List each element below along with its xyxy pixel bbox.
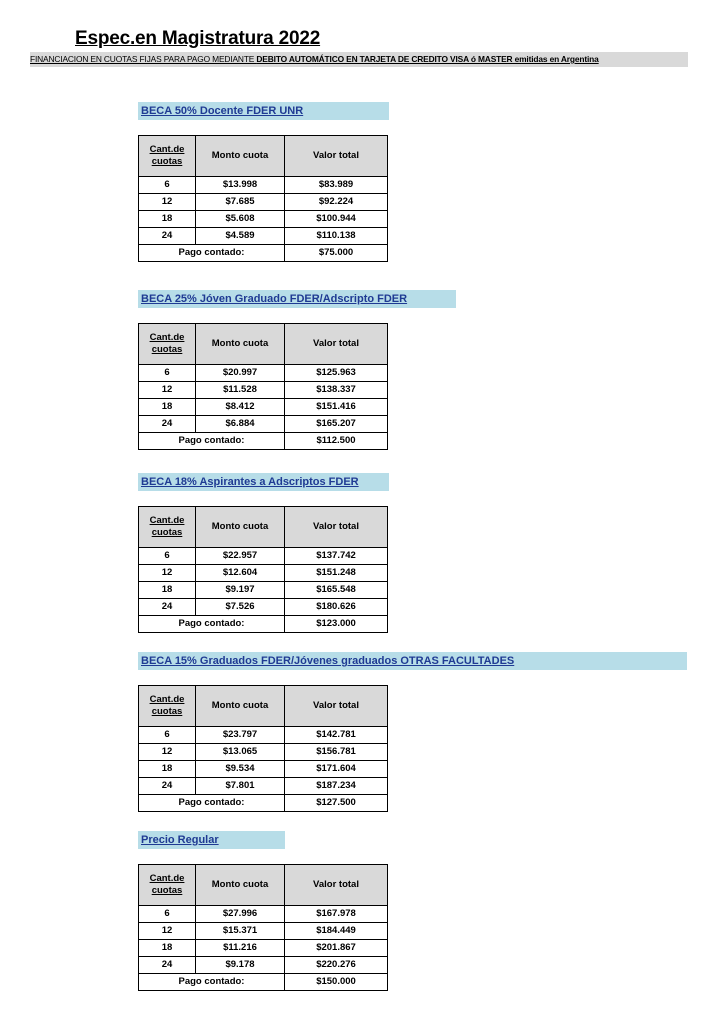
financing-table [138,864,388,991]
cell-total: $171.604 [285,761,388,778]
section-beca-50 [138,102,389,262]
header-monto-cuota: Monto cuota [196,324,285,365]
table-row [139,565,388,582]
cell-cuotas: 6 [139,906,196,923]
contado-row [139,795,388,812]
table-header-row [139,324,388,365]
contado-label: Pago contado: [139,433,285,450]
header-valor-total: Valor total [285,865,388,906]
cell-total: $125.963 [285,365,388,382]
table-row [139,599,388,616]
cell-monto: $23.797 [196,727,285,744]
cell-cuotas: 6 [139,365,196,382]
financing-table [138,506,388,633]
table-row [139,923,388,940]
table-row [139,211,388,228]
header-cant-cuotas: Cant.de cuotas [139,686,196,727]
cell-monto: $11.528 [196,382,285,399]
cell-total: $165.548 [285,582,388,599]
cell-cuotas: 6 [139,727,196,744]
contado-value: $112.500 [285,433,388,450]
cell-cuotas: 18 [139,761,196,778]
header-monto-cuota: Monto cuota [196,686,285,727]
header-cant-cuotas: Cant.de cuotas [139,507,196,548]
cell-cuotas: 24 [139,957,196,974]
cell-total: $110.138 [285,228,388,245]
header-monto-cuota: Monto cuota [196,865,285,906]
table-header-row [139,507,388,548]
cell-monto: $5.608 [196,211,285,228]
table-row [139,177,388,194]
cell-cuotas: 12 [139,744,196,761]
cell-total: $100.944 [285,211,388,228]
cell-total: $187.234 [285,778,388,795]
table-header-row [139,136,388,177]
section-beca-25 [138,290,456,450]
cell-cuotas: 12 [139,194,196,211]
table-row [139,416,388,433]
cell-monto: $27.996 [196,906,285,923]
section-precio-regular [138,831,388,991]
subtitle-strong-text: DEBITO AUTOMÁTICO EN TARJETA DE CREDITO VISA ó MASTER emitidas en Argentina [256,54,599,64]
section-beca-18 [138,473,389,633]
section-header: BECA 18% Aspirantes a Adscriptos FDER [138,473,389,491]
cell-total: $167.978 [285,906,388,923]
cell-total: $201.867 [285,940,388,957]
section-beca-15 [138,652,687,812]
contado-label: Pago contado: [139,245,285,262]
cell-cuotas: 18 [139,399,196,416]
cell-cuotas: 24 [139,228,196,245]
header-valor-total: Valor total [285,507,388,548]
cell-total: $151.416 [285,399,388,416]
cell-total: $137.742 [285,548,388,565]
cell-cuotas: 18 [139,940,196,957]
cell-total: $92.224 [285,194,388,211]
cell-cuotas: 24 [139,416,196,433]
section-header: BECA 50% Docente FDER UNR [138,102,389,120]
table-header-row [139,865,388,906]
cell-monto: $13.065 [196,744,285,761]
cell-monto: $9.178 [196,957,285,974]
contado-value: $123.000 [285,616,388,633]
cell-monto: $4.589 [196,228,285,245]
financing-table [138,685,388,812]
contado-label: Pago contado: [139,616,285,633]
contado-row [139,433,388,450]
table-row [139,548,388,565]
header-valor-total: Valor total [285,686,388,727]
header-valor-total: Valor total [285,136,388,177]
cell-monto: $7.526 [196,599,285,616]
header-valor-total: Valor total [285,324,388,365]
cell-cuotas: 12 [139,923,196,940]
cell-monto: $7.685 [196,194,285,211]
cell-monto: $13.998 [196,177,285,194]
contado-row [139,616,388,633]
contado-label: Pago contado: [139,974,285,991]
contado-label: Pago contado: [139,795,285,812]
cell-monto: $7.801 [196,778,285,795]
cell-total: $83.989 [285,177,388,194]
cell-total: $165.207 [285,416,388,433]
cell-total: $156.781 [285,744,388,761]
financing-subtitle [30,52,688,67]
contado-value: $127.500 [285,795,388,812]
cell-cuotas: 24 [139,599,196,616]
cell-total: $142.781 [285,727,388,744]
header-monto-cuota: Monto cuota [196,507,285,548]
cell-total: $180.626 [285,599,388,616]
table-row [139,382,388,399]
table-row [139,194,388,211]
header-monto-cuota: Monto cuota [196,136,285,177]
table-row [139,582,388,599]
table-row [139,940,388,957]
cell-cuotas: 18 [139,211,196,228]
header-cant-cuotas: Cant.de cuotas [139,136,196,177]
cell-total: $138.337 [285,382,388,399]
header-cant-cuotas: Cant.de cuotas [139,324,196,365]
cell-total: $220.276 [285,957,388,974]
cell-monto: $20.997 [196,365,285,382]
cell-cuotas: 24 [139,778,196,795]
page-title: Espec.en Magistratura 2022 [75,28,321,49]
section-header: BECA 25% Jóven Graduado FDER/Adscripto FDER [138,290,456,308]
contado-value: $75.000 [285,245,388,262]
financing-table [138,135,388,262]
header-cant-cuotas: Cant.de cuotas [139,865,196,906]
cell-cuotas: 12 [139,382,196,399]
cell-monto: $22.957 [196,548,285,565]
table-row [139,727,388,744]
cell-monto: $12.604 [196,565,285,582]
section-header: BECA 15% Graduados FDER/Jóvenes graduados OTRAS FACULTADES [138,652,687,670]
table-row [139,957,388,974]
table-row [139,365,388,382]
table-row [139,744,388,761]
cell-cuotas: 6 [139,548,196,565]
contado-value: $150.000 [285,974,388,991]
subtitle-light-text: FINANCIACION EN CUOTAS FIJAS PARA PAGO MEDIANTE [30,54,257,64]
cell-total: $184.449 [285,923,388,940]
contado-row [139,245,388,262]
cell-total: $151.248 [285,565,388,582]
table-row [139,778,388,795]
cell-monto: $9.197 [196,582,285,599]
contado-row [139,974,388,991]
table-row [139,228,388,245]
cell-cuotas: 18 [139,582,196,599]
section-header: Precio Regular [138,831,285,849]
cell-monto: $11.216 [196,940,285,957]
cell-monto: $15.371 [196,923,285,940]
cell-monto: $9.534 [196,761,285,778]
table-row [139,906,388,923]
table-row [139,761,388,778]
cell-cuotas: 12 [139,565,196,582]
cell-monto: $6.884 [196,416,285,433]
table-header-row [139,686,388,727]
cell-cuotas: 6 [139,177,196,194]
financing-table [138,323,388,450]
cell-monto: $8.412 [196,399,285,416]
table-row [139,399,388,416]
